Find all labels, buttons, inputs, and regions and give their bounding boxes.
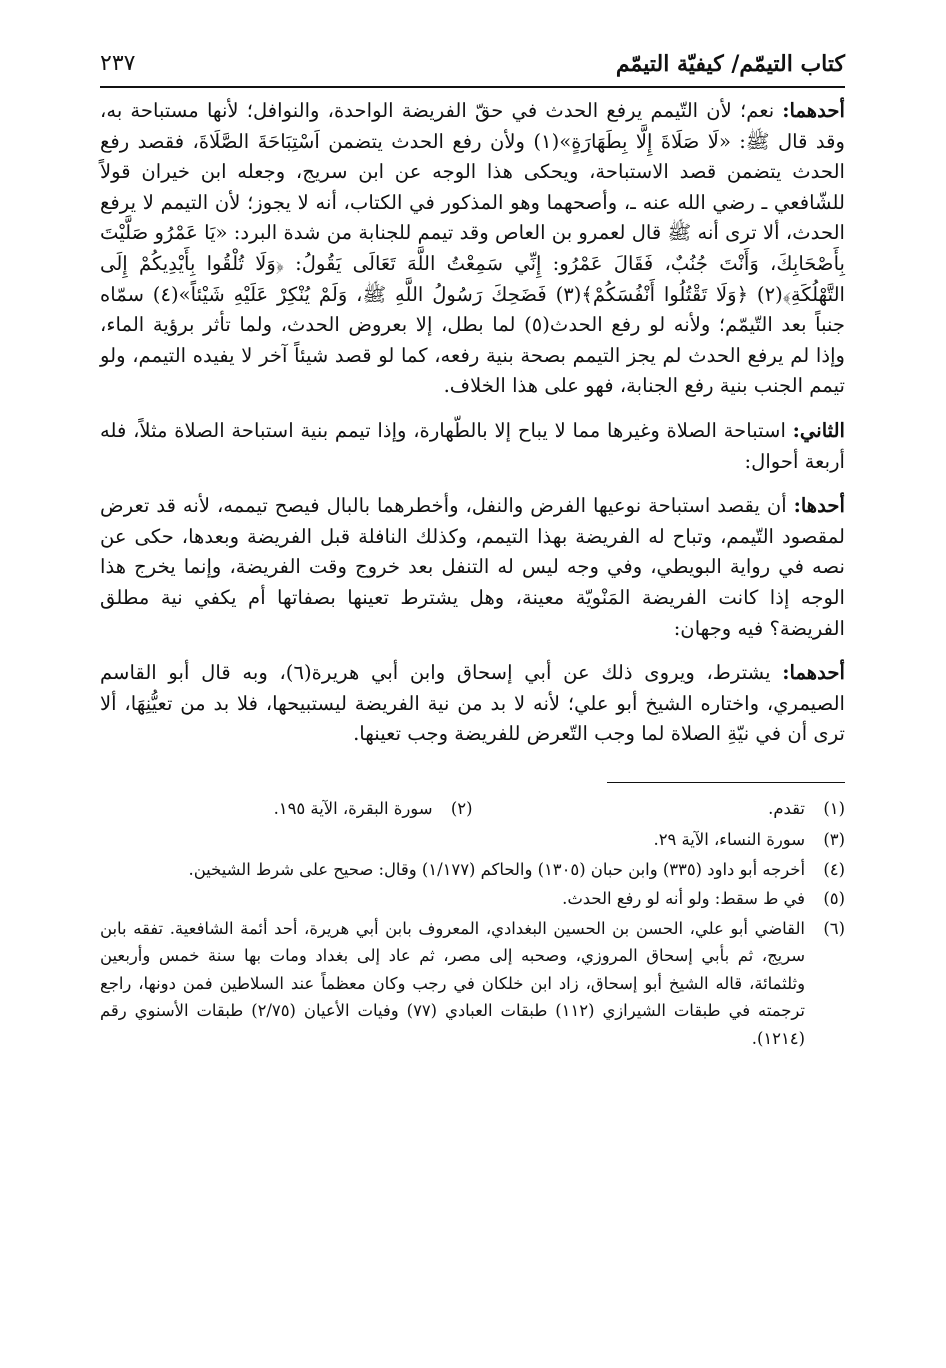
footnote-4 (100, 856, 845, 884)
footnote-text: أخرجه أبو داود (٣٣٥) وابن حبان (١٣٠٥) والحاكم (١/١٧٧) وقال: صحيح على شرط الشيخين. (188, 859, 805, 879)
footnote-text: تقدم. (768, 798, 805, 818)
paragraph-1 (100, 96, 845, 402)
chapter-title: كتاب التيمّم/ كيفيّة التيمّم (615, 51, 845, 77)
paragraph-text: يشترط، ويروى ذلك عن أبي إسحاق وابن أبي هريرة(٦)، وبه قال أبو القاسم الصيمري، واختاره الشيخ أبو علي؛ لأنه لا بد من نية الفريضة ليستبيحها، فلا بد من تعيُّنِهَا، ألا ترى أن في نيّةِ الصلاة لما وجب التّعرض للفريضة وجب تعينها. (100, 661, 845, 746)
footnote-text: سورة النساء، الآية ٢٩. (653, 830, 805, 850)
footnote-number: (٦) (823, 918, 845, 938)
footnote-text: القاضي أبو علي، الحسن بن الحسين البغدادي، المعروف بابن أبي هريرة، أحد أئمة الشافعية. تفقه بابن سريج، ثم بأبي إسحاق المروزي، وصحبه إلى مصر، ثم عاد إلى بغداد ومات بها سنة خمس وأربعين وثلثمائة، قاله الشيخ أبو إسحاق، زاد ابن خلكان في رجب وكان معظماً عند السلاطين فمن دونها، راجع ترجمته في طبقات الشيرازي (١١٢) طبقات العبادي (٧٧) وفيات الأعيان (٢/٧٥) طبقات الأسنوي رقم (١٢١٤). (100, 918, 805, 1048)
footnote-text: سورة البقرة، الآية ١٩٥. (273, 798, 433, 818)
footnote-3 (100, 826, 845, 854)
footnote-5 (100, 885, 845, 913)
footnote-number: (٤) (823, 859, 845, 879)
footnotes (100, 795, 845, 1053)
running-header (100, 40, 845, 82)
footnote-text: في ط سقط: ولو أنه لو رفع الحدث. (562, 889, 805, 909)
paragraph-3 (100, 491, 845, 644)
paragraph-text: استباحة الصلاة وغيرها مما لا يباح إلا بالطّهارة، وإذا تيمم بنية استباحة الصلاة مثلاً، فله أربعة أحوال: (100, 418, 845, 473)
footnote-1 (473, 795, 846, 823)
page-number: ٢٣٧ (100, 51, 136, 76)
paragraph-lead: الثاني: (792, 418, 845, 442)
paragraph-lead: أحدهما: (782, 661, 845, 685)
paragraph-lead: أحدها: (793, 494, 845, 518)
paragraph-2 (100, 416, 845, 477)
book-page (100, 40, 845, 1054)
paragraph-4 (100, 658, 845, 750)
paragraph-text: نعم؛ لأن التّيمم يرفع الحدث في حقّ الفريضة الواحدة، والنوافل؛ لأنها مستباحة به، وقد قال ﷺ: «لَا صَلَاةَ إِلَّا بِطَهَارَةٍ»(١) ولأن رفع الحدث يتضمن اَسْتِبَاحَةَ الصَّلَاةَ، فقصد رفع الحدث يتضمن قصد الاستباحة، ويحكى هذا الوجه عن ابن سريج، وجعله ابن خيران قولاً للشّافعي ـ رضي الله عنه ـ، وأصحهما وهو المذكور في الكتاب، أنه لا يجوز؛ لأن التيمم لا يرفع الحدث، ألا ترى أنه ﷺ قال لعمرو بن العاص وقد تيمم للجنابة من شدة البرد: «يَا عَمْرُو صَلَّيْتَ بِأَصْحَابِكَ، وَأَنْتَ جُنُبٌ، فَقَالَ عَمْرُو: إِنِّي سَمِعْتُ اللَّهَ تَعَالَى يَقُولُ: ﴿وَلَا تُلْقُوا بِأَيْدِيكُمْ إِلَى التَّهْلُكَةِ﴾(٢) ﴿وَلَا تَقْتُلُوا أَنْفُسَكُمْ﴾(٣) فَضَحِكَ رَسُولُ اللَّهِ ﷺ، وَلَمْ يُنْكِرْ عَلَيْهِ شَيْئاً»(٤) سمّاه جنباً بعد التّيمّم؛ ولأنه لو رفع الحدث(٥) لما بطل، إلا بعروض الحدث، ولما تأثر برؤية الماء، وإذا لم يرفع الحدث لم يجز التيمم بصحة بنية رفعه، كما لو قصد شيئاً آخر لا يفيده التيمم، ولو تيمم الجنب بنية رفع الجنابة، فهو على هذا الخلاف. (100, 99, 846, 398)
main-text (100, 96, 845, 750)
footnote-2 (100, 795, 473, 823)
footnote-number: (٥) (823, 889, 845, 909)
paragraph-lead: أحدهما: (782, 99, 845, 122)
header-rule (100, 86, 845, 88)
footnote-number: (١) (823, 798, 845, 818)
footnote-6 (100, 915, 845, 1053)
footnote-number: (٢) (450, 798, 473, 818)
footnote-row (100, 795, 845, 825)
footnote-number: (٣) (823, 830, 845, 850)
paragraph-text: أن يقصد استباحة نوعيها الفرض والنفل، وأخطرهما بالبال فيصح تيممه، لأنه قد تعرض لمقصود التّيمم، وتباح له الفريضة بهذا التيمم، وكذلك النافلة قبل الفريضة وبعدها، حكى عن نصه في رواية البويطي، وفي وجه ليس له التنفل بعد خروج وقت الفريضة، وإنما يخرج هذا الوجه إذا كانت الفريضة المَنْويّة معينة، وهل يشترط تعينها بصفاتها أم يكفي نية مطلق الفريضة؟ فيه وجهان: (100, 494, 845, 640)
footnote-rule (607, 782, 845, 783)
